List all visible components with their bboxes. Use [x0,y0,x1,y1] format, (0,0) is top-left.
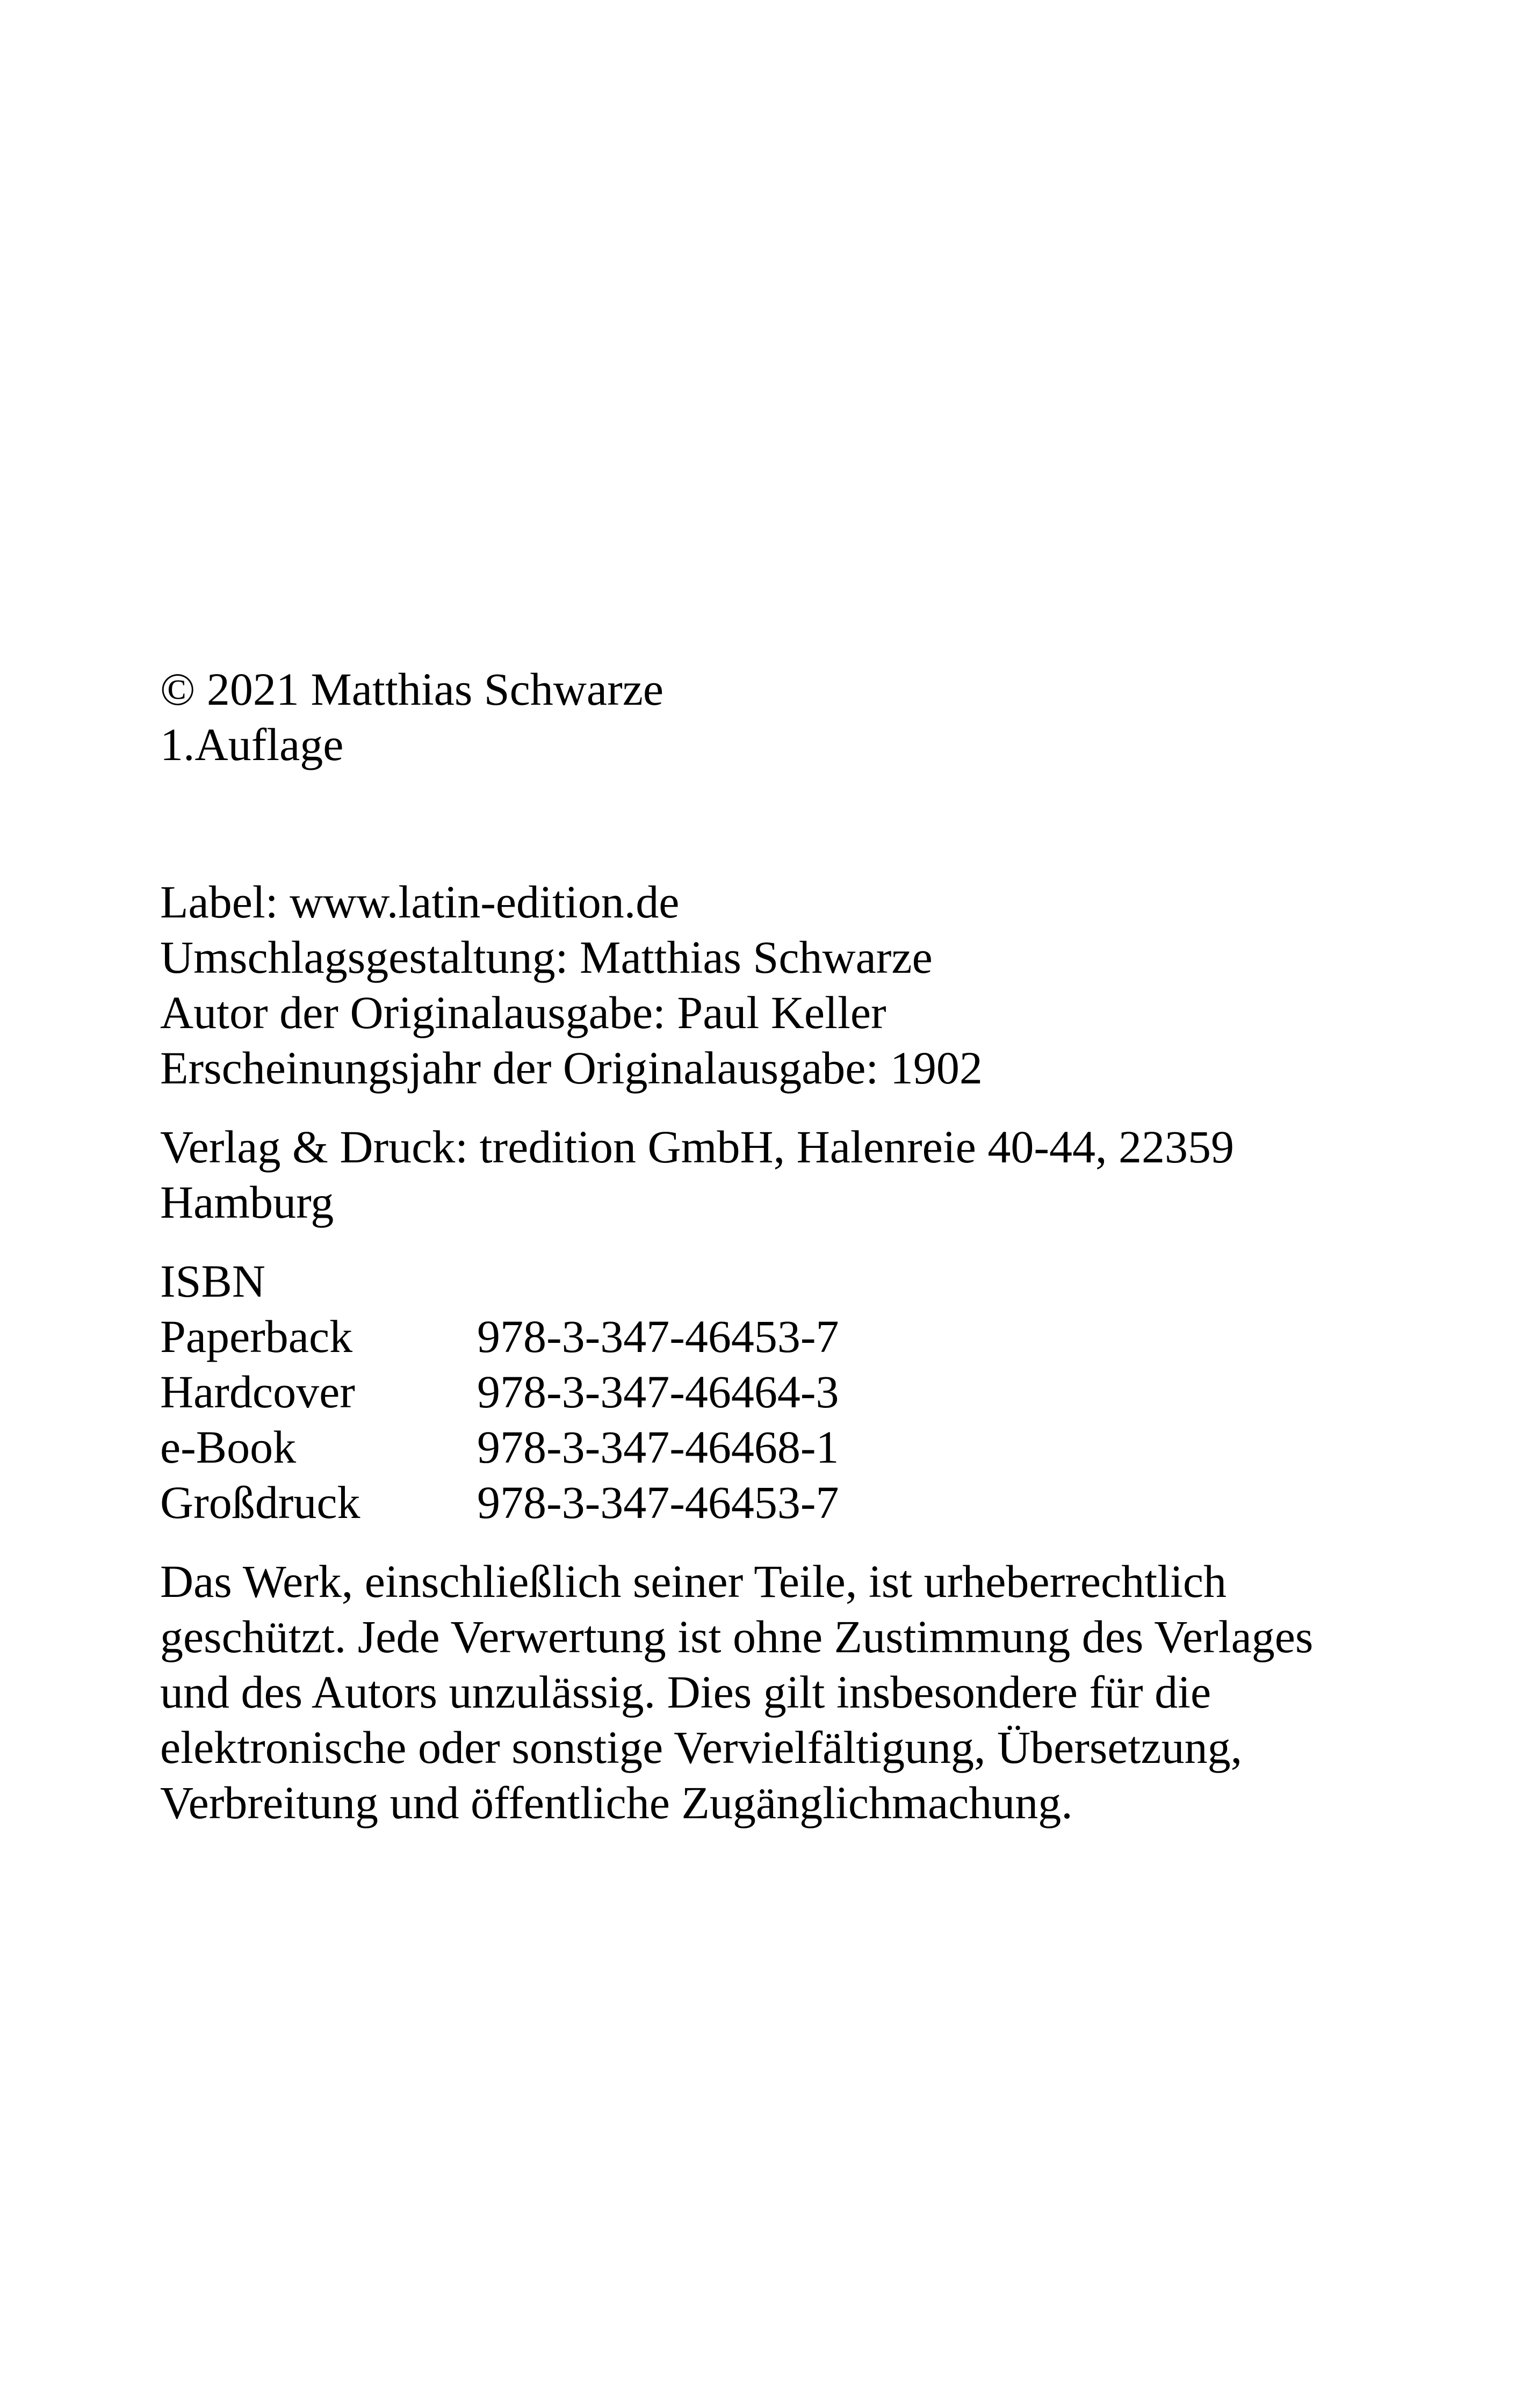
isbn-label: Paperback [160,1311,353,1362]
label-line: Label: www.latin-edition.de [160,876,680,928]
original-author-line: Autor der Originalausgabe: Paul Keller [160,987,886,1038]
spacer [160,1530,1396,1554]
edition-line: 1.Auflage [160,719,344,770]
cover-design-line: Umschlagsgestaltung: Matthias Schwarze [160,931,933,983]
isbn-value: 978-3-347-46453-7 [477,1477,839,1528]
isbn-value: 978-3-347-46464-3 [477,1366,839,1418]
isbn-value: 978-3-347-46453-7 [477,1311,839,1362]
isbn-row-large-print [160,1475,1396,1530]
notice-line: Verbreitung und öffentliche Zugänglichmachung. [160,1777,1073,1828]
isbn-row-ebook [160,1420,1396,1475]
publisher-line: Verlag & Druck: tredition GmbH, Halenreie 40-44, 22359 [160,1121,1234,1173]
isbn-label: Großdruck [160,1477,360,1528]
isbn-label: Hardcover [160,1366,355,1418]
copyright-line: © 2021 Matthias Schwarze [160,663,664,715]
notice-line: Das Werk, einschließlich seiner Teile, ist urheberrechtlich [160,1556,1227,1607]
notice-line: geschützt. Jede Verwertung ist ohne Zustimmung des Verlages [160,1611,1314,1662]
imprint-page [160,662,1396,1831]
isbn-heading: ISBN [160,1255,265,1307]
publisher-block [160,1119,1396,1230]
spacer [160,772,1396,874]
isbn-row-hardcover [160,1364,1396,1420]
spacer [160,1230,1396,1254]
isbn-value: 978-3-347-46468-1 [477,1421,839,1473]
isbn-block [160,1254,1396,1530]
isbn-label: e-Book [160,1421,297,1473]
copyright-notice [160,1554,1396,1831]
spacer [160,1096,1396,1119]
copyright-block [160,662,1396,772]
notice-line: und des Autors unzulässig. Dies gilt insbesondere für die [160,1666,1211,1718]
original-year-line: Erscheinungsjahr der Originalausgabe: 1902 [160,1042,983,1094]
publisher-city-line: Hamburg [160,1176,334,1228]
notice-line: elektronische oder sonstige Vervielfältigung, Übersetzung, [160,1722,1243,1773]
credits-block [160,874,1396,1096]
isbn-row-paperback [160,1309,1396,1364]
